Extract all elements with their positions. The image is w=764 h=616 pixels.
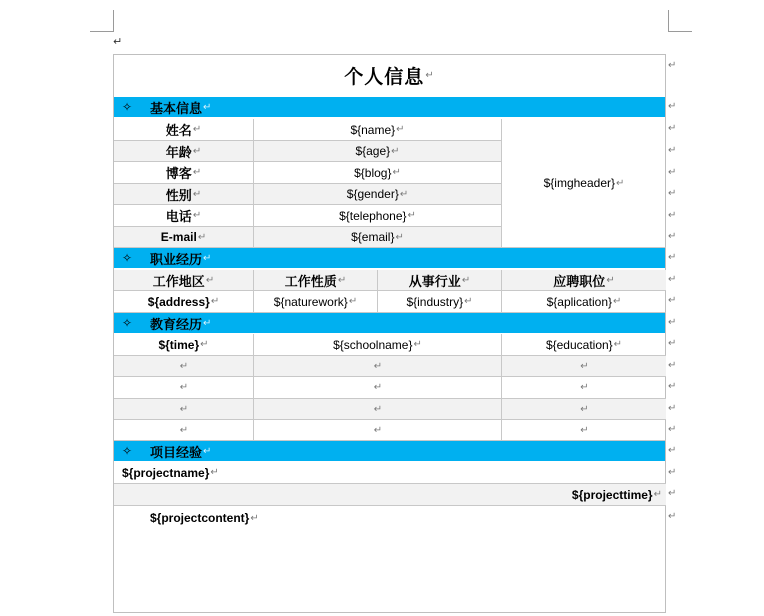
diamond-bullet-icon: ✧ — [122, 251, 133, 265]
row-end-mark: ↵ — [668, 167, 677, 178]
education-empty-cell[interactable]: ↵ — [253, 356, 501, 377]
crop-mark-top-right-vertical — [668, 10, 669, 32]
section-title-career: 职业经历 — [150, 251, 203, 267]
education-empty-cell[interactable]: ↵ — [501, 420, 666, 441]
row-end-mark: ↵ — [668, 145, 677, 156]
field-gender[interactable]: ${gender} ↵ — [253, 184, 501, 205]
label-email: E-mail ↵ — [114, 227, 253, 248]
crop-mark-top-right-horizontal — [668, 31, 692, 32]
row-end-mark: ↵ — [668, 188, 677, 199]
project-time[interactable]: ${projecttime} ↵ — [114, 484, 666, 506]
education-empty-cell[interactable]: ↵ — [501, 356, 666, 377]
row-end-mark: ↵ — [668, 511, 677, 522]
label-telephone: 电话 ↵ — [114, 205, 253, 227]
row-end-mark: ↵ — [668, 60, 677, 71]
row-end-mark: ↵ — [668, 210, 677, 221]
resume-document — [113, 54, 666, 613]
row-end-mark: ↵ — [668, 295, 677, 306]
row-end-mark: ↵ — [668, 488, 677, 499]
field-email[interactable]: ${email} ↵ — [253, 227, 501, 248]
diamond-bullet-icon: ✧ — [122, 100, 133, 114]
section-basic-info: ✧ 基本信息 ↵ — [114, 97, 665, 117]
row-end-mark: ↵ — [668, 360, 677, 371]
document-title[interactable] — [114, 55, 665, 96]
diamond-bullet-icon: ✧ — [122, 444, 133, 458]
career-header-nature: 工作性质 ↵ — [253, 270, 377, 291]
section-title-project: 项目经验 — [150, 444, 203, 460]
career-industry[interactable]: ${industry} ↵ — [377, 291, 501, 313]
career-address[interactable]: ${address} ↵ — [114, 291, 253, 313]
education-empty-cell[interactable]: ↵ — [253, 377, 501, 399]
education-empty-cell[interactable]: ↵ — [253, 420, 501, 441]
education-empty-cell[interactable]: ↵ — [114, 420, 253, 441]
education-empty-cell[interactable]: ↵ — [501, 377, 666, 399]
row-end-marks — [668, 54, 682, 614]
section-title-education: 教育经历 — [150, 316, 203, 332]
row-end-mark: ↵ — [668, 317, 677, 328]
label-gender: 性别 ↵ — [114, 184, 253, 205]
education-schoolname[interactable]: ${schoolname} ↵ — [253, 334, 501, 356]
label-age: 年龄 ↵ — [114, 141, 253, 162]
education-degree[interactable]: ${education} ↵ — [501, 334, 666, 356]
row-end-mark: ↵ — [668, 231, 677, 242]
row-end-mark: ↵ — [668, 467, 677, 478]
career-header-position: 应聘职位 ↵ — [501, 270, 666, 291]
row-end-mark: ↵ — [668, 101, 677, 112]
education-time[interactable]: ${time} ↵ — [114, 334, 253, 356]
label-name: 姓名 ↵ — [114, 119, 253, 141]
row-end-mark: ↵ — [668, 252, 677, 263]
photo-placeholder[interactable]: ${imgheader} ↵ — [501, 119, 666, 248]
education-empty-cell[interactable]: ↵ — [501, 399, 666, 420]
diamond-bullet-icon: ✧ — [122, 316, 133, 330]
field-age[interactable]: ${age} ↵ — [253, 141, 501, 162]
career-naturework[interactable]: ${naturework} ↵ — [253, 291, 377, 313]
career-aplication[interactable]: ${aplication} ↵ — [501, 291, 666, 313]
crop-mark-top-left-horizontal — [90, 31, 113, 32]
career-header-region: 工作地区 ↵ — [114, 270, 253, 291]
field-telephone[interactable]: ${telephone} ↵ — [253, 205, 501, 227]
project-content[interactable]: ${projectcontent} ↵ — [150, 511, 259, 525]
education-empty-cell[interactable]: ↵ — [253, 399, 501, 420]
field-name[interactable]: ${name} ↵ — [253, 119, 501, 141]
section-career: ✧ 职业经历 ↵ — [114, 248, 665, 268]
field-blog[interactable]: ${blog} ↵ — [253, 162, 501, 184]
row-end-mark: ↵ — [668, 123, 677, 134]
crop-mark-top-left-vertical — [113, 10, 114, 32]
section-education: ✧ 教育经历 ↵ — [114, 313, 665, 333]
education-empty-cell[interactable]: ↵ — [114, 399, 253, 420]
row-end-mark: ↵ — [668, 274, 677, 285]
row-end-mark: ↵ — [668, 381, 677, 392]
project-name[interactable]: ${projectname} ↵ — [114, 462, 666, 484]
row-end-mark: ↵ — [668, 424, 677, 435]
education-empty-cell[interactable]: ↵ — [114, 377, 253, 399]
row-end-mark: ↵ — [668, 403, 677, 414]
text-cursor-mark[interactable]: ↵ — [113, 36, 123, 48]
label-blog: 博客 ↵ — [114, 162, 253, 184]
return-mark: ↵ — [425, 70, 435, 81]
section-project: ✧ 项目经验 ↵ — [114, 441, 665, 461]
education-empty-cell[interactable]: ↵ — [114, 356, 253, 377]
career-header-industry: 从事行业 ↵ — [377, 270, 501, 291]
row-end-mark: ↵ — [668, 338, 677, 349]
row-end-mark: ↵ — [668, 445, 677, 456]
title-text: 个人信息 — [344, 67, 425, 88]
section-title-basic: 基本信息 — [150, 100, 203, 116]
